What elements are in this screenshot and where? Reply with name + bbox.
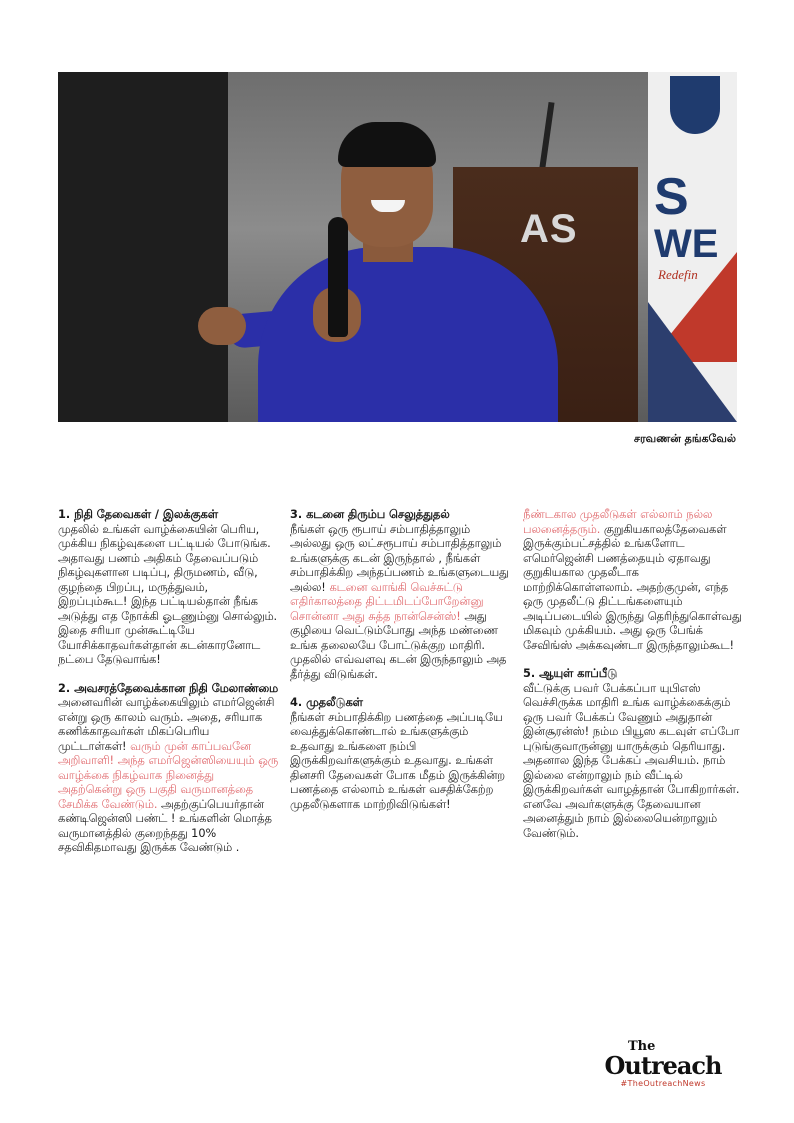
section-title: 4. முதலீடுகள்: [290, 696, 363, 709]
photo-banner-text: WE: [654, 222, 719, 266]
section-body: [290, 523, 512, 683]
section-body: [523, 508, 745, 653]
photo-person-shirt: [258, 247, 558, 422]
photo-banner-badge: [670, 76, 720, 134]
section-body: வீட்டுக்கு பவர் பேக்கப்பா யுபிஎஸ் வெச்சிருக்க மாதிரி உங்க வாழ்க்கைக்கும் ஒரு பவர் பேக்கப் வேணும் அதுதான் இன்சூரன்ஸ்! நம்ம பியூஸ கடவுள் எப்போ புடுங்குவாருன்னு யாருக்கும் தெரியாது. அதனால இந்த பேக்கப் அவசியம். நாம் இல்லை என்றாலும் நம் வீட்டில் இருக்கிறவர்கள் வாழத்தான் போகிறார்கள். எனவே அவர்களுக்கு தேவையான அனைத்தும் நாம் இல்லையென்றாலும் வேண்டும்.: [523, 681, 740, 840]
section-body: [58, 696, 280, 856]
highlighted-text: நீண்டகால முதலீடுகள் எல்லாம் நல்ல பலனைத்தரும்.: [523, 508, 713, 536]
the-outreach-logo: [598, 1040, 728, 1088]
highlighted-text: கடனை வாங்கி வெச்சுட்டு எதிர்காலத்தை திட்டமிடப்போறேன்னு சொன்னா அது சுத்த நான்சென்ஸ்!: [290, 580, 484, 623]
photo-wall-left: [58, 72, 228, 422]
article-column-2: [290, 508, 512, 826]
body-text: குறுகியகாலத்தேவைகள் இருக்கும்பட்சத்தில் உங்களோட எமெர்ஜென்சி பணத்தையும் ஏதாவது குறுகியகால முதலீடாக மாற்றிக்கொள்ளலாம். அதற்குமுன், எந்த ஒரு முதலீட்டு திட்டங்களையும் அடிப்படையில் இருந்து தெரிந்துகொள்வது மிகவும் முக்கியம். அது ஒரு பேங்க் சேவிங்ஸ் அக்கவுண்டா இருந்தாலும்கூட!: [523, 522, 742, 652]
photo-microphone: [328, 217, 348, 337]
article-column-3: [523, 508, 745, 855]
logo-the: The: [628, 1039, 656, 1054]
photo-caption: சரவணன் தங்கவேல்: [633, 432, 736, 445]
photo-podium-text: AS: [520, 207, 578, 251]
highlighted-text: வரும் முன் காப்பவனே அறிவாளி! அந்த எமர்ஜென்ஸியையும் ஒரு வாழ்க்கை நிகழ்வாக நினைத்து அதற்கென்று ஒரு பகுதி வருமானத்தை சேமிக்க வேண்டும்.: [58, 739, 279, 811]
photo-person-hand: [198, 307, 246, 345]
section-title: 2. அவசரத்தேவைக்கான நிதி மேலாண்மை: [58, 681, 279, 695]
logo-hashtag: #TheOutreachNews: [620, 1079, 706, 1088]
section-investments: [290, 696, 512, 812]
section-body: முதலில் உங்கள் வாழ்க்கையின் பெரிய, முக்கிய நிகழ்வுகளை பட்டியல் போடுங்க. அதாவது பணம் அதிகம் தேவைப்படும் நிகழ்வுகளான படிப்பு, திருமணம், வீடு, குழந்தை பிறப்பு, மருத்துவம், இறப்பும்கூட! இந்த பட்டியல்தான் நீங்க அடுத்து எத நோக்கி ஓடணும்னு சொல்லும். இதை சரியா முன்கூட்டியே யோசிக்காதவர்கள்தான் கடன்காரனோட நட்பை தேடுவாங்க!: [58, 522, 278, 666]
photo-banner-blue-shape: [648, 302, 737, 422]
body-text: நீங்கள் ஒரு ரூபாய் சம்பாதித்தாலும் அல்லது ஒரு லட்சரூபாய் சம்பாதித்தாலும் உங்களுக்கு கடன் இருந்தால் , நீங்கள் சம்பாதிக்கிற அந்தப்பணம் உங்களுடையது அல்ல!: [290, 522, 509, 594]
section-body: நீங்கள் சம்பாதிக்கிற பணத்தை அப்படியே வைத்துக்கொண்டால் உங்களுக்கும் உதவாது உங்களை நம்பி இருக்கிறவர்களுக்கும் உதவாது. உங்கள் தினசரி தேவைகள் போக மீதம் இருக்கின்ற பணத்தை எல்லாம் உங்கள் வசதிக்கேற்ற முதலீடுகளாக மாற்றிவிடுங்கள்!: [290, 710, 505, 811]
article-column-1: [58, 508, 280, 870]
body-text: அனைவரின் வாழ்க்கையிலும் எமர்ஜென்சி என்று ஒரு காலம் வரும். அதை, சரியாக கணிக்காதவர்கள் மிகப்பெரிய முட்டாள்கள்!: [58, 696, 275, 753]
logo-name: Outreach: [604, 1051, 722, 1080]
speaker-photo: [58, 72, 737, 422]
photo-banner-tagline: Redefin: [658, 267, 698, 282]
photo-person-hair: [338, 122, 436, 167]
section-emergency-fund: [58, 682, 280, 856]
body-text: அது குழியை வெட்டும்போது அந்த மண்ணை உங்க தலைலயே போட்டுக்குற மாதிரி. முதலில் எவ்வளவு கடன் இருந்தாலும் அத தீர்த்து விடுங்கள்.: [290, 609, 507, 681]
body-text: அதற்குப்பெயர்தான் கண்டிஜென்ஸி பண்ட் ! உங்களின் மொத்த வருமானத்தில் குறைந்தது 10% சதவிகிதமாவது இருக்க வேண்டும் .: [58, 797, 272, 854]
section-financial-goals: [58, 508, 280, 668]
section-title: 3. கடனை திரும்ப செலுத்துதல்: [290, 508, 450, 521]
section-title: 1. நிதி தேவைகள் / இலக்குகள்: [58, 508, 218, 521]
section-life-insurance: [523, 667, 745, 841]
section-title: 5. ஆயுள் காப்பீடு: [523, 667, 618, 680]
section-debt-repayment: [290, 508, 512, 682]
section-investments-continued: [523, 508, 745, 653]
photo-banner-text: S: [654, 168, 689, 226]
